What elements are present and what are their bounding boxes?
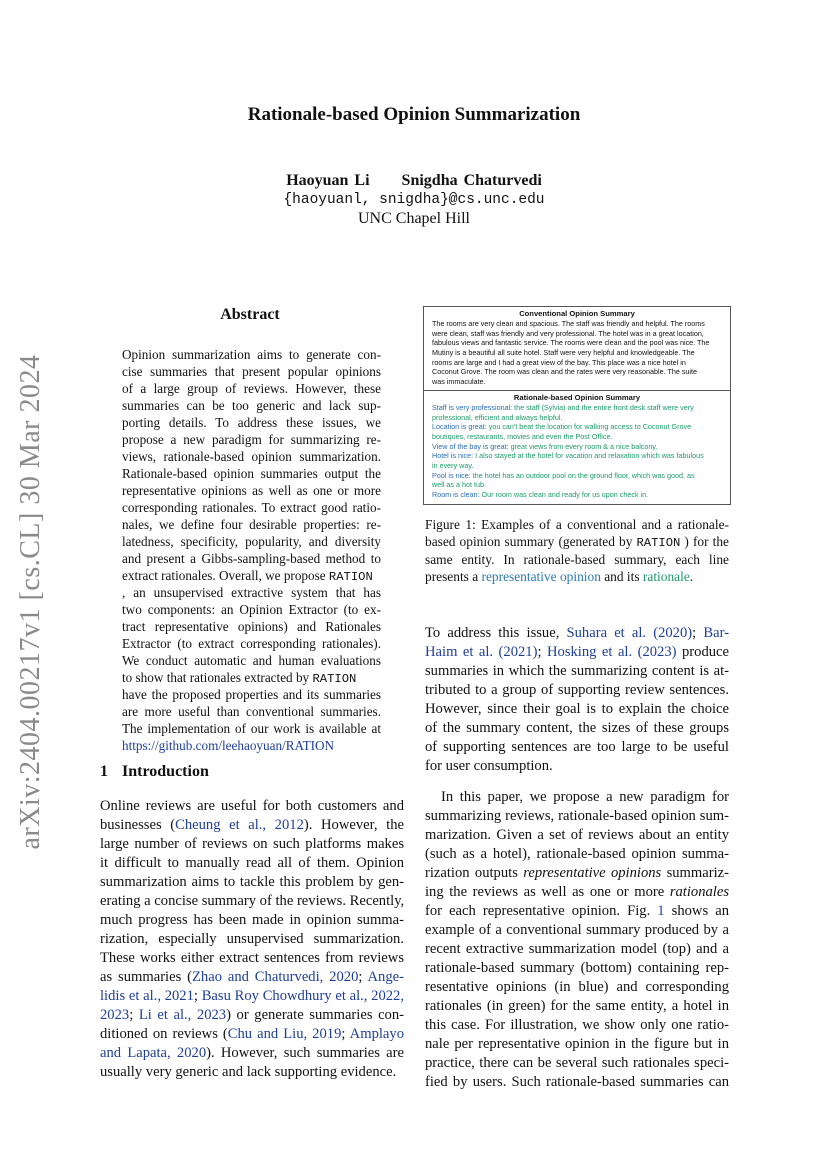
section-title: Introduction [122, 763, 209, 780]
text-line: lidis et al., 2021; Basu Roy Chowdhury et al., 2022, [100, 988, 405, 1004]
paragraph [425, 624, 729, 776]
text-line: These works either extract sentences from reviews [100, 950, 404, 966]
citation-link[interactable]: lidis et al., 2021 [100, 988, 194, 1004]
citation-link[interactable]: Suhara et al. (2020) [566, 625, 693, 641]
text-line: summarizing reviews, rationale-based opinion sum- [425, 808, 729, 824]
text-line: We conduct automatic and human evaluations [122, 653, 381, 668]
conventional-summary-title: Conventional Opinion Summary [519, 309, 635, 318]
text-line: nales, we define four desirable properties: re- [122, 517, 381, 532]
rationale-text: great views from every room & a nice balcony. [508, 441, 658, 451]
affiliation: UNC Chapel Hill [358, 210, 470, 227]
figure-text-line: was immaculate. [432, 377, 486, 387]
text-line: rationale-based summary (bottom) containing rep- [425, 960, 729, 976]
text-line: summarization aims to tackle this problem by gen- [100, 874, 404, 890]
text-line: , an unsupervised extractive system that has [122, 585, 381, 600]
figure-text-line: fabulous views and fantastic service. The rooms were clean and the pool was nice. The [432, 338, 710, 348]
text-line: resentative opinions (in blue) and corresponding [425, 979, 729, 995]
text-line: as summaries (Zhao and Chaturvedi, 2020; Ange- [100, 969, 404, 985]
representative-opinion: Room is clean: [432, 490, 480, 499]
text-line: for user consumption. [425, 758, 553, 774]
text-line: same entity. In rationale-based summary, each line [425, 551, 729, 567]
system-name: RATION [312, 672, 357, 686]
text-line: 2023; Li et al., 2023) or generate summaries con- [100, 1007, 405, 1023]
text-line: Extractor (to extract corresponding rationales). [122, 636, 381, 651]
figure-text-line [432, 432, 724, 442]
rationale-text: Our room was clean and ready for us upon check in. [479, 490, 649, 499]
text-line: ditioned on reviews (Chu and Liu, 2019; Amplayo [100, 1026, 404, 1042]
author-name: Haoyuan Li [286, 172, 370, 189]
text-line: propose a new paradigm for summarizing re- [122, 432, 381, 447]
representative-opinion: Staff is very professional: [432, 402, 513, 412]
text-line: nale per representative opinion in the figure but in [425, 1036, 729, 1052]
author-name: Snigdha Chaturvedi [401, 172, 542, 189]
text-line: of supporting sentences are too large to be useful [425, 739, 729, 755]
figure-caption [425, 516, 729, 585]
citation-link[interactable]: Li et al., 2023 [138, 1007, 227, 1023]
text-line: presents a representative opinion and its rationale. [425, 568, 694, 584]
text-line: to show that rationales extracted by RATION [122, 670, 357, 686]
citation-link[interactable]: Chu and Liu, 2019 [227, 1026, 342, 1042]
text-line: for each representative opinion. Fig. 1 shows an [425, 903, 729, 919]
section-number: 1 [100, 763, 108, 780]
figure-text-line [432, 413, 724, 423]
arxiv-side-stamp: arXiv:2404.00217v1 [cs.CL] 30 Mar 2024 [15, 354, 46, 850]
intro-paragraph [100, 797, 404, 1082]
text-line: Online reviews are useful for both customers and [100, 798, 404, 814]
text-line: The implementation of our work is available at [122, 721, 381, 736]
text-line: Haim et al. (2021); Hosking et al. (2023) produce [425, 644, 729, 660]
text-line: summaries in which the summarizing content is at- [425, 663, 729, 679]
paragraph [425, 788, 729, 1092]
text-line: marization. Given a set of reviews about an entity [425, 827, 729, 843]
text-line: are more useful than conventional summaries. [122, 704, 381, 719]
citation-link[interactable]: Bar- [703, 625, 729, 641]
representative-opinion: Location is great: [432, 422, 487, 432]
text-line: Rationale-based opinion summaries output the [122, 466, 381, 481]
text-line: erating a concise summary of the reviews. Recently, [100, 893, 405, 909]
text-line: much progress has been made in opinion summa- [100, 912, 404, 928]
text-line: corresponding rationales. To extract good ratio- [122, 500, 381, 515]
figure-text-line [432, 451, 724, 461]
citation-link[interactable]: Hosking et al. (2023) [547, 644, 677, 660]
figure-text-line [432, 422, 724, 432]
figure-text-line [432, 442, 724, 452]
right-column-text [425, 624, 729, 1092]
caption-opinion-term: representative opinion [481, 568, 601, 584]
author-list [0, 172, 828, 190]
figure-text-line [432, 461, 724, 471]
text-line: latedness, specificity, popularity, and diversity [122, 534, 381, 549]
text-line: based opinion summary (generated by RATION ) for the [425, 534, 729, 551]
system-name: RATION [636, 536, 681, 551]
text-line: In this paper, we propose a new paradigm for [441, 789, 729, 805]
rationale-text: well as a hot tub. [432, 480, 486, 490]
text-line: businesses (Cheung et al., 2012). However, the [100, 817, 404, 833]
rationale-text: you can't beat the location for walking access to Coconut Grove [486, 422, 692, 432]
text-line: example of a conventional summary produced by a [425, 922, 729, 938]
figure-text-line: Coconut Grove. The room was clean and the rates were very reasonable. The suite [432, 367, 698, 377]
text-line: cise summaries that present popular opinions [122, 364, 381, 379]
text-line: summaries can be too generic and lack sup- [122, 398, 381, 413]
rationale-text: the staff (Sylvia) and the entire front desk staff were very [512, 402, 694, 412]
rationale-text: in every way. [432, 460, 474, 470]
caption-rationale-term: rationale [642, 568, 690, 584]
text-line: However, since their goal is to explain the choice [425, 701, 729, 717]
figure-1 [423, 306, 731, 505]
rationale-summary-title: Rationale-based Opinion Summary [513, 392, 641, 402]
text-line: porting details. To address these issues, we [122, 415, 381, 430]
github-link[interactable]: https://github.com/leehaoyuan/RATION [122, 738, 335, 753]
text-line: it difficult to manually read all of them. Opinion [100, 855, 404, 871]
text-line: recent extractive summarization model (top) and a [425, 941, 729, 957]
figure-text-line [432, 403, 724, 413]
citation-link[interactable]: and Lapata, 2020 [100, 1045, 207, 1061]
figure-text-line [432, 471, 724, 481]
system-name: RATION [328, 570, 373, 584]
text-line: and present a Gibbs-sampling-based method to [122, 551, 381, 566]
emphasis-text: rationales [669, 884, 729, 900]
citation-link[interactable]: Amplayo [349, 1026, 404, 1042]
rationale-text: professional, efficient and always helpful. [432, 412, 563, 422]
figure-text-line: The rooms are very clean and spacious. The staff was friendly and helpful. The rooms [432, 319, 705, 328]
text-line: To address this issue, Suhara et al. (2020); Bar- [425, 625, 729, 641]
figure-text-line: were clean, staff was friendly and very professional. The hotel was in a great location, [432, 328, 704, 338]
representative-opinion: Pool is nice: [432, 470, 471, 480]
citation-link[interactable]: Haim et al. (2021) [425, 644, 538, 660]
rationale-text: boutiques, restaurants, movies and even the Post Office. [432, 431, 613, 441]
text-line: rization outputs representative opinions summariz- [425, 865, 729, 881]
figure-text-line: Mutiny is a beautiful all suite hotel. Staff were very helpful and knowledgeable. The [432, 348, 695, 358]
abstract-heading: Abstract [220, 306, 280, 323]
figure-text-line [432, 490, 724, 500]
text-line: Opinion summarization aims to generate con- [122, 347, 381, 362]
text-line: usually very generic and lack supporting evidence. [100, 1064, 397, 1080]
rationale-text: the hotel has an outdoor pool on the ground floor, which was good, as [470, 470, 695, 480]
emphasis-text: representative opinions [523, 865, 662, 881]
text-line: Figure 1: Examples of a conventional and a rationale- [425, 517, 729, 532]
text-line: fied by users. Such rationale-based summaries can [425, 1074, 729, 1090]
figure-text-line: rooms are large and I had a great view of the bay. This place was a nice hotel in [432, 357, 686, 367]
section-heading [100, 763, 400, 781]
citation-link[interactable]: Zhao and Chaturvedi, 2020 [192, 969, 359, 985]
rationale-text: I also stayed at the hotel for vacation and relaxation which was fabulous [473, 451, 704, 461]
representative-opinion: Hotel is nice: [432, 451, 474, 461]
text-line: this case. For illustration, we show only one ratio- [425, 1017, 729, 1033]
text-line: representative opinions as well as one or more [122, 483, 381, 498]
text-line: tributed to a group of supporting review sentences. [425, 682, 729, 698]
citation-link[interactable]: 1 [657, 903, 665, 919]
citation-link[interactable]: 2023 [100, 1007, 130, 1023]
rationale-summary-text [424, 403, 730, 500]
text-line: two components: an Opinion Extractor (to ex- [122, 602, 381, 617]
figure-text-line [432, 480, 724, 490]
text-line: of a large group of reviews. However, these [122, 381, 381, 396]
abstract-body [122, 346, 381, 754]
representative-opinion: View of the bay is great: [432, 441, 509, 451]
text-line: and Lapata, 2020). However, such summaries are [100, 1045, 404, 1061]
text-line: tract representative opinions) and Rationales [122, 619, 381, 634]
text-line: (such as a hotel), rationale-based opinion summa- [425, 846, 729, 862]
text-line: large number of reviews on such platforms makes [100, 836, 404, 852]
text-line: views, rationale-based opinion summarization. [122, 449, 381, 464]
paper-title: Rationale-based Opinion Summarization [247, 104, 581, 125]
text-line: rationales (in green) for the same entity, a hotel in [425, 998, 729, 1014]
text-line: extract rationales. Overall, we propose RATION [122, 568, 373, 584]
text-line: of the summary content, the sizes of these groups [425, 720, 729, 736]
citation-link[interactable]: Ange- [367, 969, 404, 985]
text-line: rization, especially unsupervised summarization. [100, 931, 404, 947]
text-line: have the proposed properties and its summaries [122, 687, 381, 702]
author-emails: {haoyuanl, snigdha}@cs.unc.edu [283, 192, 545, 208]
citation-link[interactable]: Cheung et al., 2012 [175, 817, 304, 833]
conventional-summary-text [424, 319, 730, 387]
figure-divider [424, 390, 730, 391]
citation-link[interactable]: Basu Roy Chowdhury et al., 2022, [201, 988, 405, 1004]
text-line: practice, there can be several such rationales speci- [425, 1055, 729, 1071]
text-line: ing the reviews as well as one or more rationales [425, 884, 729, 900]
paragraph-gap [425, 776, 729, 788]
